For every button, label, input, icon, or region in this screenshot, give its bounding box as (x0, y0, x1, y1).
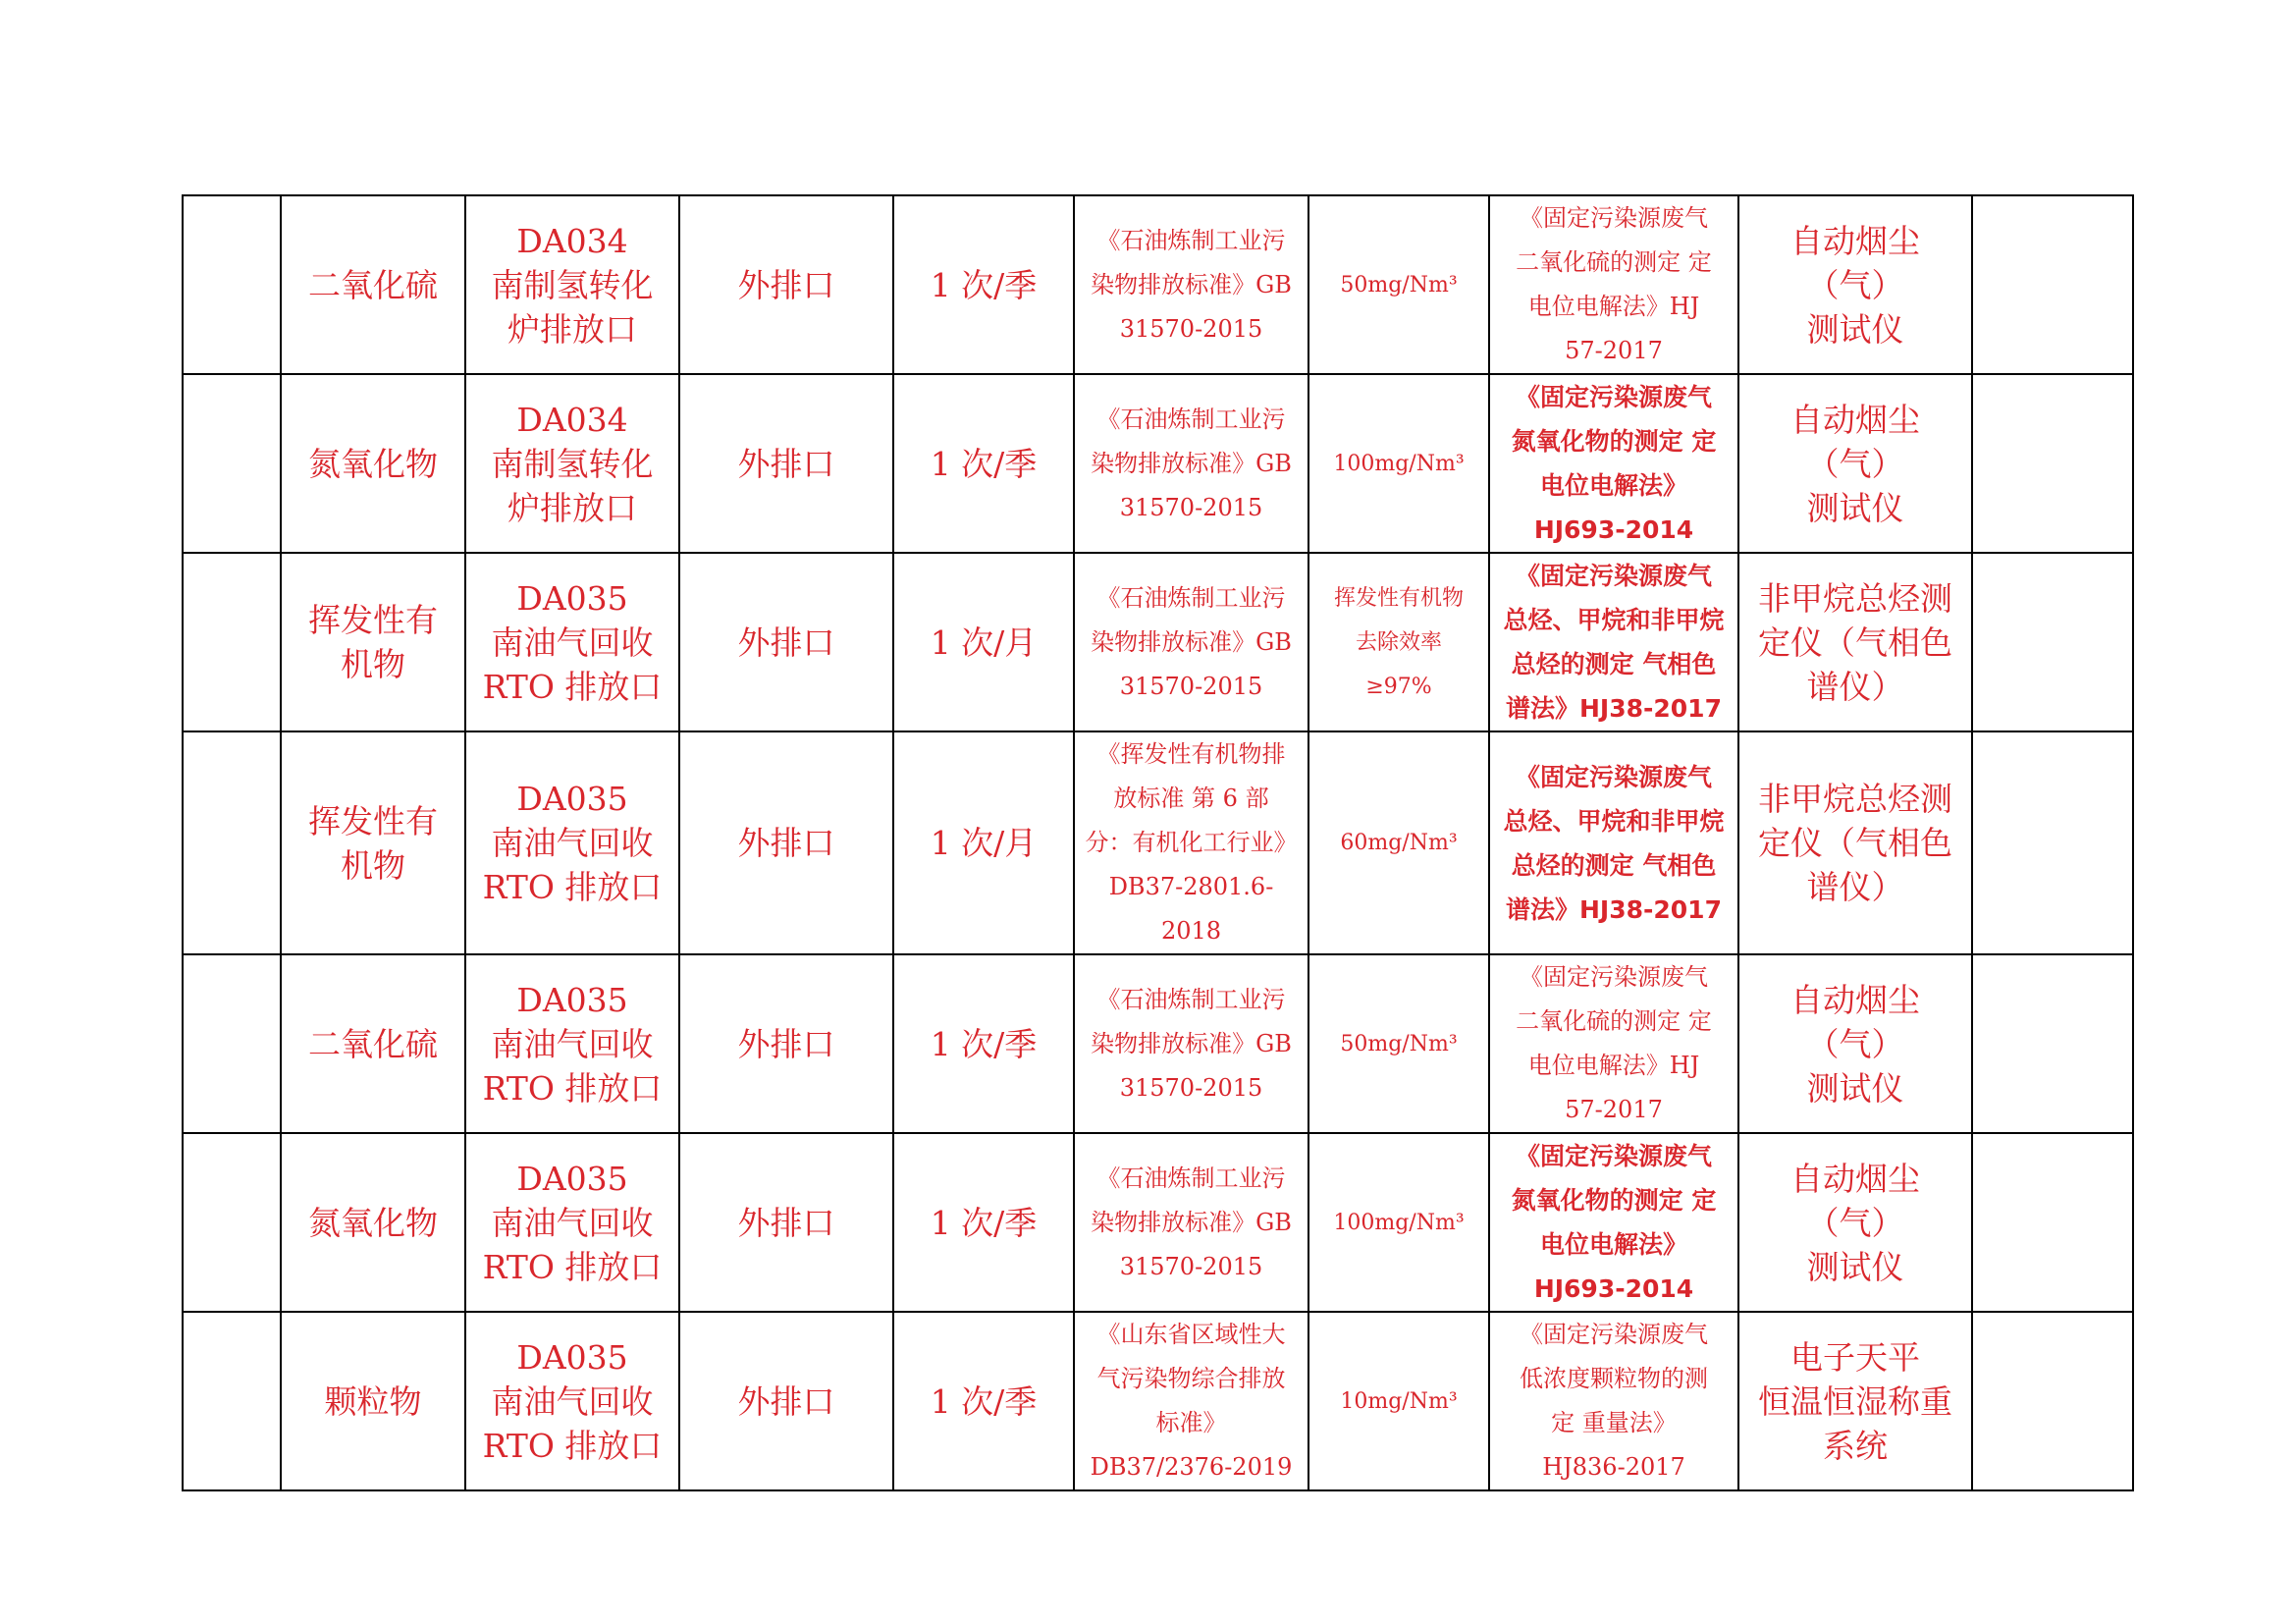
outlet-code: DA034 (516, 221, 628, 260)
outlet-type-cell: 外排口 (679, 954, 893, 1133)
frequency-cell: 1 次/季 (893, 1133, 1074, 1312)
frequency-cell: 1 次/月 (893, 553, 1074, 731)
limit-cell: 100mg/Nm³ (1308, 374, 1489, 553)
outlet-cell (465, 954, 679, 1133)
standard-cell: 《石油炼制工业污 染物排放标准》GB 31570-2015 (1074, 954, 1308, 1133)
method-cell: 《固定污染源废气 二氧化硫的测定 定 电位电解法》HJ 57-2017 (1489, 195, 1738, 374)
table-row (183, 195, 2133, 374)
blank-cell (1972, 374, 2133, 553)
table-row (183, 374, 2133, 553)
outlet-name: 南油气回收 RTO 排放口 (482, 1203, 663, 1286)
outlet-name: 南油气回收 RTO 排放口 (482, 623, 663, 706)
frequency-cell: 1 次/季 (893, 374, 1074, 553)
pollutant-cell: 二氧化硫 (281, 195, 465, 374)
outlet-code: DA035 (516, 980, 628, 1019)
outlet-name: 南制氢转化 炉排放口 (491, 444, 654, 527)
instrument-cell: 自动烟尘（气） 测试仪 (1738, 954, 1972, 1133)
blank-cell (183, 553, 281, 731)
limit-cell: 50mg/Nm³ (1308, 954, 1489, 1133)
method-cell: 《固定污染源废气 低浓度颗粒物的测 定 重量法》 HJ836-2017 (1489, 1312, 1738, 1490)
pollutant-cell: 二氧化硫 (281, 954, 465, 1133)
frequency-cell: 1 次/季 (893, 1312, 1074, 1490)
outlet-cell (465, 195, 679, 374)
limit-cell: 10mg/Nm³ (1308, 1312, 1489, 1490)
blank-cell (1972, 1133, 2133, 1312)
method-cell: 《固定污染源废气 总烃、甲烷和非甲烷 总烃的测定 气相色 谱法》HJ38-2017 (1489, 553, 1738, 731)
pollutant-cell: 挥发性有 机物 (281, 731, 465, 954)
pollutant-cell: 颗粒物 (281, 1312, 465, 1490)
outlet-type-cell: 外排口 (679, 1312, 893, 1490)
frequency-cell: 1 次/季 (893, 954, 1074, 1133)
outlet-cell (465, 1133, 679, 1312)
outlet-name: 南油气回收 RTO 排放口 (482, 1024, 663, 1108)
method-cell: 《固定污染源废气 氮氧化物的测定 定 电位电解法》 HJ693-2014 (1489, 374, 1738, 553)
outlet-type-cell: 外排口 (679, 553, 893, 731)
table-row (183, 954, 2133, 1133)
outlet-name: 南制氢转化 炉排放口 (491, 265, 654, 349)
instrument-cell: 自动烟尘（气） 测试仪 (1738, 374, 1972, 553)
outlet-code: DA035 (516, 1159, 628, 1198)
blank-cell (183, 731, 281, 954)
outlet-code: DA035 (516, 780, 628, 818)
outlet-type-cell: 外排口 (679, 374, 893, 553)
blank-cell (183, 374, 281, 553)
outlet-type-cell: 外排口 (679, 731, 893, 954)
standard-cell: 《挥发性有机物排 放标准 第 6 部 分：有机化工行业》 DB37-2801.6-2018 (1074, 731, 1308, 954)
instrument-cell: 电子天平 恒温恒湿称重 系统 (1738, 1312, 1972, 1490)
outlet-cell (465, 374, 679, 553)
outlet-code: DA034 (516, 400, 628, 439)
blank-cell (1972, 731, 2133, 954)
instrument-cell: 非甲烷总烃测 定仪（气相色 谱仪） (1738, 553, 1972, 731)
blank-cell (1972, 954, 2133, 1133)
outlet-cell (465, 553, 679, 731)
outlet-name: 南油气回收 RTO 排放口 (482, 1381, 663, 1465)
table-row (183, 553, 2133, 731)
standard-cell: 《石油炼制工业污 染物排放标准》GB 31570-2015 (1074, 195, 1308, 374)
outlet-code: DA035 (516, 1337, 628, 1377)
method-cell: 《固定污染源废气 氮氧化物的测定 定 电位电解法》 HJ693-2014 (1489, 1133, 1738, 1312)
table-row (183, 731, 2133, 954)
monitoring-table (182, 194, 2134, 1491)
instrument-cell: 自动烟尘（气） 测试仪 (1738, 195, 1972, 374)
limit-cell: 60mg/Nm³ (1308, 731, 1489, 954)
frequency-cell: 1 次/季 (893, 195, 1074, 374)
limit-cell: 挥发性有机物 去除效率 ≥97% (1308, 553, 1489, 731)
blank-cell (183, 954, 281, 1133)
pollutant-cell: 氮氧化物 (281, 1133, 465, 1312)
blank-cell (1972, 1312, 2133, 1490)
pollutant-cell: 挥发性有 机物 (281, 553, 465, 731)
standard-cell: 《石油炼制工业污 染物排放标准》GB 31570-2015 (1074, 553, 1308, 731)
blank-cell (1972, 195, 2133, 374)
standard-cell: 《石油炼制工业污 染物排放标准》GB 31570-2015 (1074, 1133, 1308, 1312)
outlet-cell (465, 1312, 679, 1490)
pollutant-cell: 氮氧化物 (281, 374, 465, 553)
blank-cell (1972, 553, 2133, 731)
method-cell: 《固定污染源废气 总烃、甲烷和非甲烷 总烃的测定 气相色 谱法》HJ38-2017 (1489, 731, 1738, 954)
outlet-cell (465, 731, 679, 954)
limit-cell: 100mg/Nm³ (1308, 1133, 1489, 1312)
outlet-code: DA035 (516, 578, 628, 618)
table-row (183, 1133, 2133, 1312)
table-row (183, 1312, 2133, 1490)
limit-cell: 50mg/Nm³ (1308, 195, 1489, 374)
instrument-cell: 自动烟尘（气） 测试仪 (1738, 1133, 1972, 1312)
blank-cell (183, 1133, 281, 1312)
standard-cell: 《山东省区域性大 气污染物综合排放 标准》 DB37/2376-2019 (1074, 1312, 1308, 1490)
frequency-cell: 1 次/月 (893, 731, 1074, 954)
outlet-type-cell: 外排口 (679, 1133, 893, 1312)
outlet-name: 南油气回收 RTO 排放口 (482, 824, 663, 906)
instrument-cell: 非甲烷总烃测 定仪（气相色 谱仪） (1738, 731, 1972, 954)
method-cell: 《固定污染源废气 二氧化硫的测定 定 电位电解法》HJ 57-2017 (1489, 954, 1738, 1133)
blank-cell (183, 1312, 281, 1490)
standard-cell: 《石油炼制工业污 染物排放标准》GB 31570-2015 (1074, 374, 1308, 553)
outlet-type-cell: 外排口 (679, 195, 893, 374)
blank-cell (183, 195, 281, 374)
